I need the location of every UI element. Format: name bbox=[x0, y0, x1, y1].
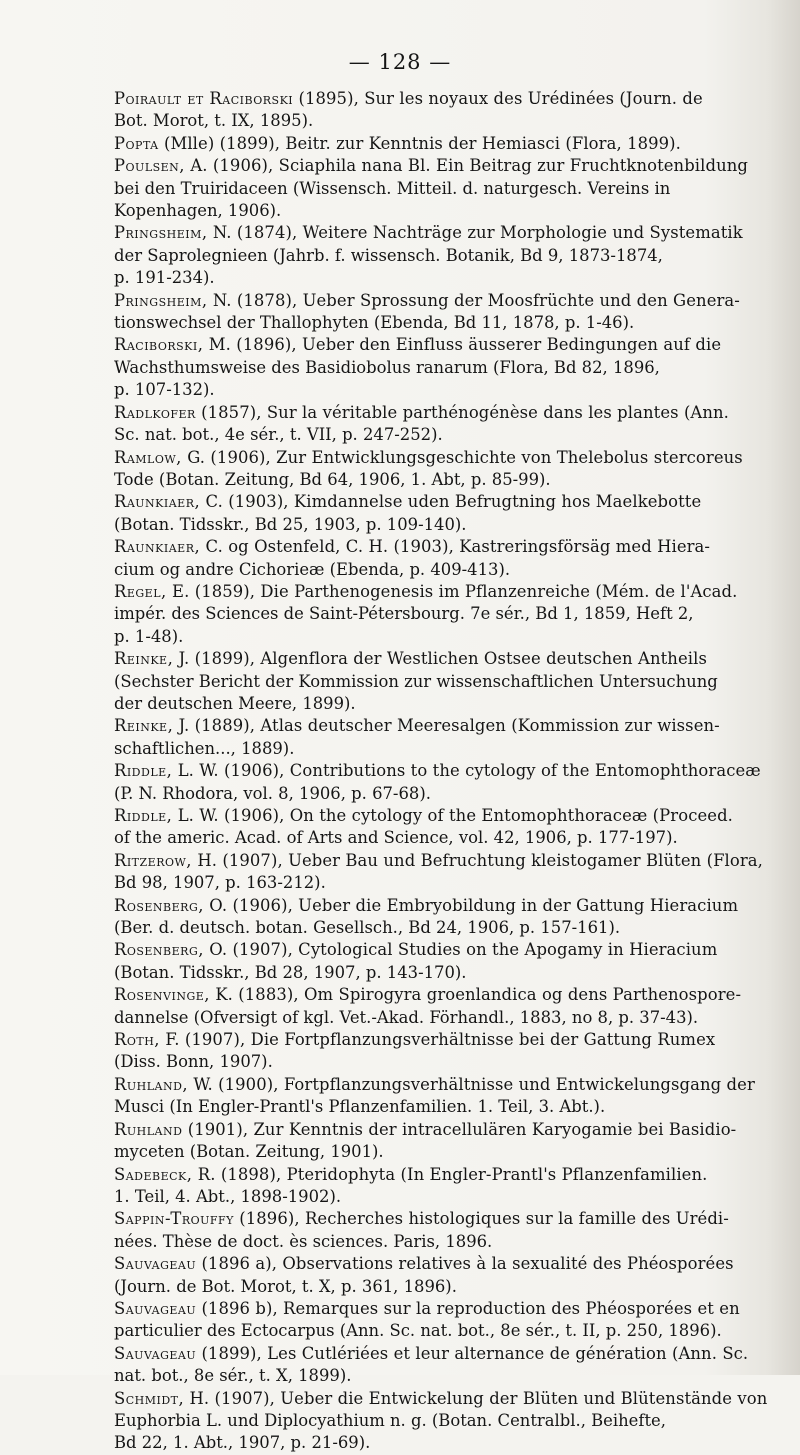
bibliography-entry bbox=[114, 1074, 786, 1119]
entry-text: (P. N. Rhodora, vol. 8, 1906, p. 67-68). bbox=[114, 783, 431, 803]
entry-line bbox=[114, 1388, 786, 1410]
entry-line bbox=[114, 469, 786, 491]
entry-text: (Diss. Bonn, 1907). bbox=[114, 1052, 273, 1072]
entry-text: Bd 98, 1907, p. 163-212). bbox=[114, 873, 326, 893]
entry-line bbox=[114, 402, 786, 424]
entry-text: particulier des Ectocarpus (Ann. Sc. nat. bot., 8e sér., t. II, p. 250, 1896). bbox=[114, 1321, 722, 1341]
entry-author: Sauvageau bbox=[114, 1254, 197, 1274]
entry-line bbox=[114, 872, 786, 894]
entry-author: Raunkiaer, bbox=[114, 537, 201, 557]
entry-text: C. (1903), Kimdannelse uden Befrugtning hos Maelkebotte bbox=[205, 492, 702, 512]
entry-text: (Mlle) (1899), Beitr. zur Kenntnis der Hemiasci (Flora, 1899). bbox=[163, 133, 681, 153]
entry-text: der Saprolegnieen (Jahrb. f. wissensch. Botanik, Bd 9, 1873-1874, bbox=[114, 245, 663, 265]
bibliography-entry bbox=[114, 760, 786, 805]
bibliography-entry bbox=[114, 402, 786, 447]
entry-text: (Journ. de Bot. Morot, t. X, p. 361, 1896). bbox=[114, 1276, 457, 1296]
entry-line bbox=[114, 491, 786, 513]
entry-line bbox=[114, 200, 786, 222]
entry-text: M. (1896), Ueber den Einfluss äusserer Bedingungen auf die bbox=[208, 335, 722, 355]
bibliography-entry bbox=[114, 1208, 786, 1253]
entry-line bbox=[114, 1141, 786, 1163]
entry-line bbox=[114, 267, 786, 289]
entry-line bbox=[114, 760, 786, 782]
entry-text: bei den Truiridaceen (Wissensch. Mitteil. d. naturgesch. Vereins in bbox=[114, 178, 671, 198]
entry-author: Ramlow, bbox=[114, 447, 182, 467]
entry-text: Kopenhagen, 1906). bbox=[114, 201, 282, 221]
entry-line bbox=[114, 827, 786, 849]
entry-text: (1896 a), Observations relatives à la sexualité des Phéosporées bbox=[201, 1254, 734, 1274]
entry-text: der deutschen Meere, 1899). bbox=[114, 693, 356, 713]
entry-line bbox=[114, 1007, 786, 1029]
bibliography-entry bbox=[114, 536, 786, 581]
entry-text: (Botan. Tidsskr., Bd 28, 1907, p. 143-170). bbox=[114, 962, 467, 982]
entry-line bbox=[114, 738, 786, 760]
entry-line bbox=[114, 715, 786, 737]
entry-text: (Sechster Bericht der Kommission zur wissenschaftlichen Untersuchung bbox=[114, 671, 718, 691]
entry-line bbox=[114, 1208, 786, 1230]
entry-line bbox=[114, 671, 786, 693]
entry-line bbox=[114, 648, 786, 670]
entry-line bbox=[114, 603, 786, 625]
bibliography-entry bbox=[114, 1388, 786, 1455]
entry-author: Roth, bbox=[114, 1030, 160, 1050]
entry-text: nées. Thèse de doct. ès sciences. Paris, 1896. bbox=[114, 1231, 493, 1251]
entry-text: p. 191-234). bbox=[114, 268, 215, 288]
entry-line bbox=[114, 1096, 786, 1118]
entry-text: Wachsthumsweise des Basidiobolus ranarum (Flora, Bd 82, 1896, bbox=[114, 357, 660, 377]
entry-text: G. (1906), Zur Entwicklungsgeschichte von Thelebolus stercoreus bbox=[187, 447, 743, 467]
entry-author: Sauvageau bbox=[114, 1298, 197, 1318]
entry-text: H. (1907), Ueber Bau und Befruchtung kleistogamer Blüten (Flora, bbox=[197, 850, 763, 870]
entry-line bbox=[114, 1298, 786, 1320]
bibliography-entry bbox=[114, 1164, 786, 1209]
entry-line bbox=[114, 133, 786, 155]
entry-text: W. (1900), Fortpflanzungsverhältnisse und Entwickelungsgang der bbox=[193, 1074, 755, 1094]
entry-text: N. (1874), Weitere Nachträge zur Morphologie und Systematik bbox=[212, 223, 743, 243]
entry-text: schaftlichen..., 1889). bbox=[114, 738, 295, 758]
entry-text: (1899), Les Cutlériées et leur alternance de génération (Ann. Sc. bbox=[201, 1343, 749, 1363]
entry-text: (1901), Zur Kenntnis der intracellulären Karyogamie bei Basidio- bbox=[187, 1119, 737, 1139]
entry-line bbox=[114, 379, 786, 401]
entry-text: J. (1889), Atlas deutscher Meeresalgen (Kommission zur wissen- bbox=[178, 716, 720, 736]
entry-author: Poulsen, bbox=[114, 156, 186, 176]
entry-text: Bd 22, 1. Abt., 1907, p. 21-69). bbox=[114, 1433, 371, 1453]
entry-text: L. W. (1906), On the cytology of the Entomophthoraceæ (Proceed. bbox=[177, 806, 733, 825]
entry-text: Bot. Morot, t. IX, 1895). bbox=[114, 111, 314, 131]
entry-line bbox=[114, 1186, 786, 1208]
entry-line bbox=[114, 1253, 786, 1275]
entry-line bbox=[114, 805, 786, 827]
entry-text: impér. des Sciences de Saint-Pétersbourg. 7e sér., Bd 1, 1859, Heft 2, bbox=[114, 604, 694, 624]
bibliography-entry bbox=[114, 939, 786, 984]
entry-author: Pringsheim, bbox=[114, 290, 208, 310]
entry-line bbox=[114, 962, 786, 984]
entry-line bbox=[114, 178, 786, 200]
entry-author: Reinke, bbox=[114, 649, 174, 669]
entry-text: C. og Ostenfeld, C. H. (1903), Kastreringsförsäg med Hiera- bbox=[205, 537, 711, 557]
entry-line bbox=[114, 1410, 786, 1432]
entry-author: Riddle, bbox=[114, 806, 173, 825]
entry-text: (1895), Sur les noyaux des Urédinées (Journ. de bbox=[298, 89, 703, 108]
entry-text: dannelse (Ofversigt of kgl. Vet.-Akad. Förhandl., 1883, no 8, p. 37-43). bbox=[114, 1007, 699, 1027]
entry-text: A. (1906), Sciaphila nana Bl. Ein Beitrag zur Fruchtknotenbildung bbox=[190, 156, 748, 176]
entry-author: Poirault et Raciborski bbox=[114, 89, 294, 108]
entry-line bbox=[114, 222, 786, 244]
entry-text: F. (1907), Die Fortpflanzungsverhältnisse bei der Gattung Rumex bbox=[165, 1030, 716, 1050]
bibliography-entry bbox=[114, 1119, 786, 1164]
entry-text: tionswechsel der Thallophyten (Ebenda, Bd 11, 1878, p. 1-46). bbox=[114, 313, 635, 333]
entry-author: Ruhland, bbox=[114, 1074, 189, 1094]
bibliography-entry bbox=[114, 222, 786, 289]
entry-text: myceten (Botan. Zeitung, 1901). bbox=[114, 1142, 384, 1162]
bibliography-entry bbox=[114, 155, 786, 222]
entry-text: (1857), Sur la véritable parthénogénèse dans les plantes (Ann. bbox=[201, 402, 729, 422]
entry-line bbox=[114, 1164, 786, 1186]
entry-line bbox=[114, 357, 786, 379]
entry-line bbox=[114, 626, 786, 648]
entry-author: Reinke, bbox=[114, 716, 174, 736]
entry-line bbox=[114, 1029, 786, 1051]
entry-line bbox=[114, 514, 786, 536]
entry-author: Sadebeck, bbox=[114, 1164, 193, 1184]
entry-text: R. (1898), Pteridophyta (In Engler-Prantl's Pflanzenfamilien. bbox=[197, 1164, 708, 1184]
bibliography-entry bbox=[114, 290, 786, 335]
entry-author: Raunkiaer, bbox=[114, 492, 201, 512]
entry-line bbox=[114, 424, 786, 446]
bibliography-entry bbox=[114, 581, 786, 648]
entry-text: Musci (In Engler-Prantl's Pflanzenfamilien. 1. Teil, 3. Abt.). bbox=[114, 1097, 606, 1117]
entry-text: 1. Teil, 4. Abt., 1898-1902). bbox=[114, 1186, 342, 1206]
entry-author: Sappin-Trouffy bbox=[114, 1209, 234, 1229]
entry-line bbox=[114, 693, 786, 715]
bibliography-entry bbox=[114, 88, 786, 133]
entry-line bbox=[114, 155, 786, 177]
entry-author: Ruhland bbox=[114, 1119, 183, 1139]
entry-text: J. (1899), Algenflora der Westlichen Ostsee deutschen Antheils bbox=[178, 649, 707, 669]
entry-author: Ritzerow, bbox=[114, 850, 193, 870]
bibliography-entry bbox=[114, 133, 786, 155]
bibliography-list bbox=[114, 88, 786, 1455]
page-number: — 128 — bbox=[348, 50, 452, 74]
entry-author: Rosenberg, bbox=[114, 940, 204, 960]
entry-text: E. (1859), Die Parthenogenesis im Pflanzenreiche (Mém. de l'Acad. bbox=[172, 581, 738, 601]
bibliography-entry bbox=[114, 805, 786, 850]
entry-line bbox=[114, 917, 786, 939]
entry-line bbox=[114, 850, 786, 872]
entry-line bbox=[114, 88, 786, 110]
entry-text: p. 1-48). bbox=[114, 626, 184, 646]
entry-text: cium og andre Cichorieæ (Ebenda, p. 409-413). bbox=[114, 559, 511, 579]
entry-line bbox=[114, 447, 786, 469]
entry-text: p. 107-132). bbox=[114, 380, 215, 400]
entry-author: Popta bbox=[114, 133, 159, 153]
entry-line bbox=[114, 939, 786, 961]
entry-line bbox=[114, 290, 786, 312]
entry-author: Regel, bbox=[114, 581, 167, 601]
entry-line bbox=[114, 1432, 786, 1454]
entry-text: nat. bot., 8e sér., t. X, 1899). bbox=[114, 1366, 352, 1386]
entry-author: Rosenvinge, bbox=[114, 985, 210, 1005]
entry-line bbox=[114, 1074, 786, 1096]
entry-text: (1896), Recherches histologiques sur la famille des Urédi- bbox=[239, 1209, 729, 1229]
entry-text: Tode (Botan. Zeitung, Bd 64, 1906, 1. Abt, p. 85-99). bbox=[114, 469, 551, 489]
entry-author: Rosenberg, bbox=[114, 895, 204, 915]
entry-line bbox=[114, 783, 786, 805]
entry-line bbox=[114, 559, 786, 581]
bibliography-entry bbox=[114, 850, 786, 895]
entry-author: Raciborski, bbox=[114, 335, 204, 355]
entry-line bbox=[114, 245, 786, 267]
entry-text: O. (1907), Cytological Studies on the Apogamy in Hieracium bbox=[209, 940, 718, 960]
entry-line bbox=[114, 984, 786, 1006]
entry-line bbox=[114, 1365, 786, 1387]
bibliography-entry bbox=[114, 334, 786, 401]
entry-text: K. (1883), Om Spirogyra groenlandica og dens Parthenospore- bbox=[215, 985, 742, 1005]
entry-text: O. (1906), Ueber die Embryobildung in der Gattung Hieracium bbox=[209, 895, 739, 915]
bibliography-entry bbox=[114, 895, 786, 940]
entry-text: (Botan. Tidsskr., Bd 25, 1903, p. 109-140). bbox=[114, 514, 467, 534]
bibliography-entry bbox=[114, 715, 786, 760]
entry-author: Schmidt, bbox=[114, 1388, 185, 1408]
entry-line bbox=[114, 1276, 786, 1298]
bibliography-entry bbox=[114, 447, 786, 492]
entry-author: Radlkofer bbox=[114, 402, 196, 422]
entry-text: Euphorbia L. und Diplocyathium n. g. (Botan. Centralbl., Beihefte, bbox=[114, 1410, 666, 1430]
bibliography-entry bbox=[114, 491, 786, 536]
entry-text: H. (1907), Ueber die Entwickelung der Blüten und Blütenstände von bbox=[189, 1388, 768, 1408]
bibliography-entry bbox=[114, 1029, 786, 1074]
entry-line bbox=[114, 895, 786, 917]
entry-text: (Ber. d. deutsch. botan. Gesellsch., Bd 24, 1906, p. 157-161). bbox=[114, 918, 621, 938]
entry-text: N. (1878), Ueber Sprossung der Moosfrüchte und den Genera- bbox=[212, 290, 740, 310]
entry-author: Pringsheim, bbox=[114, 223, 208, 243]
entry-line bbox=[114, 1119, 786, 1141]
entry-text: (1896 b), Remarques sur la reproduction des Phéosporées et en bbox=[201, 1298, 740, 1318]
entry-line bbox=[114, 110, 786, 132]
bibliography-entry bbox=[114, 1343, 786, 1388]
entry-text: L. W. (1906), Contributions to the cytology of the Entomophthoraceæ bbox=[177, 761, 761, 781]
entry-line bbox=[114, 1343, 786, 1365]
bibliography-entry bbox=[114, 648, 786, 715]
entry-author: Sauvageau bbox=[114, 1343, 197, 1363]
entry-line bbox=[114, 581, 786, 603]
entry-line bbox=[114, 334, 786, 356]
bibliography-entry bbox=[114, 984, 786, 1029]
entry-line bbox=[114, 1231, 786, 1253]
bibliography-entry bbox=[114, 1298, 786, 1343]
entry-line bbox=[114, 312, 786, 334]
entry-text: Sc. nat. bot., 4e sér., t. VII, p. 247-252). bbox=[114, 425, 443, 445]
entry-line bbox=[114, 1051, 786, 1073]
bibliography-entry bbox=[114, 1253, 786, 1298]
entry-line bbox=[114, 1320, 786, 1342]
entry-text: of the americ. Acad. of Arts and Science, vol. 42, 1906, p. 177-197). bbox=[114, 828, 678, 848]
entry-author: Riddle, bbox=[114, 761, 173, 781]
entry-line bbox=[114, 536, 786, 558]
